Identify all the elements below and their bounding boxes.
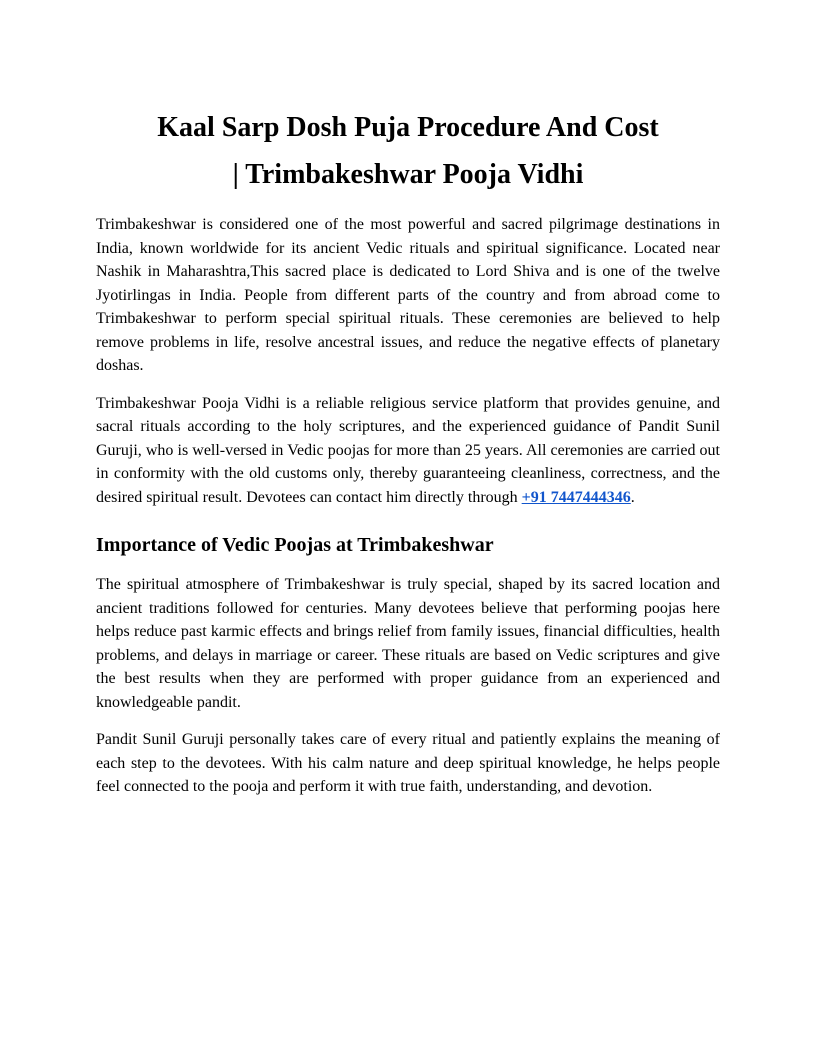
contact-text-before-link: Trimbakeshwar Pooja Vidhi is a reliable religious service platform that provides genuine, and sacral rituals according to the holy scriptures, and the experienced guidance of Pandit Sunil Guruji, who is well-versed in Vedic poojas for more than 25 years. All ceremonies are carried out in conformity with the old customs only, thereby guaranteeing cleanliness, correctness, and the desired spiritual result. Devotees can contact him directly through bbox=[96, 394, 720, 506]
title-line-2: | Trimbakeshwar Pooja Vidhi bbox=[232, 159, 584, 190]
paragraph-pandit: Pandit Sunil Guruji personally takes care of every ritual and patiently explains the meaning of each step to the devotees. With his calm nature and deep spiritual knowledge, he helps people feel connected to the pooja and perform it with true faith, understanding, and devotion. bbox=[96, 731, 720, 795]
paragraph-contact bbox=[96, 392, 720, 510]
paragraph-intro: Trimbakeshwar is considered one of the most powerful and sacred pilgrimage destinations in India, known worldwide for its ancient Vedic rituals and spiritual significance. Located near Nashik in Maharashtra,This sacred place is dedicated to Lord Shiva and is one of the twelve Jyotirlingas in India. People from different parts of the country and from abroad come to Trimbakeshwar to perform special spiritual rituals. These ceremonies are believed to help remove problems in life, resolve ancestral issues, and reduce the negative effects of planetary doshas. bbox=[96, 216, 720, 374]
section-heading-importance: Importance of Vedic Poojas at Trimbakeshwar bbox=[96, 534, 494, 556]
paragraph-importance: The spiritual atmosphere of Trimbakeshwar is truly special, shaped by its sacred location and ancient traditions followed for centuries. Many devotees believe that performing poojas here helps reduce past karmic effects and brings relief from family issues, financial difficulties, health problems, and delays in marriage or career. These rituals are based on Vedic scriptures and give the best results when they are performed with proper guidance from an experienced and knowledgeable pandit. bbox=[96, 576, 720, 711]
phone-link[interactable]: +91 7447444346 bbox=[521, 488, 631, 506]
title-line-1: Kaal Sarp Dosh Puja Procedure And Cost bbox=[157, 112, 659, 143]
document-title bbox=[96, 104, 720, 198]
contact-text-after-link: . bbox=[630, 488, 635, 506]
